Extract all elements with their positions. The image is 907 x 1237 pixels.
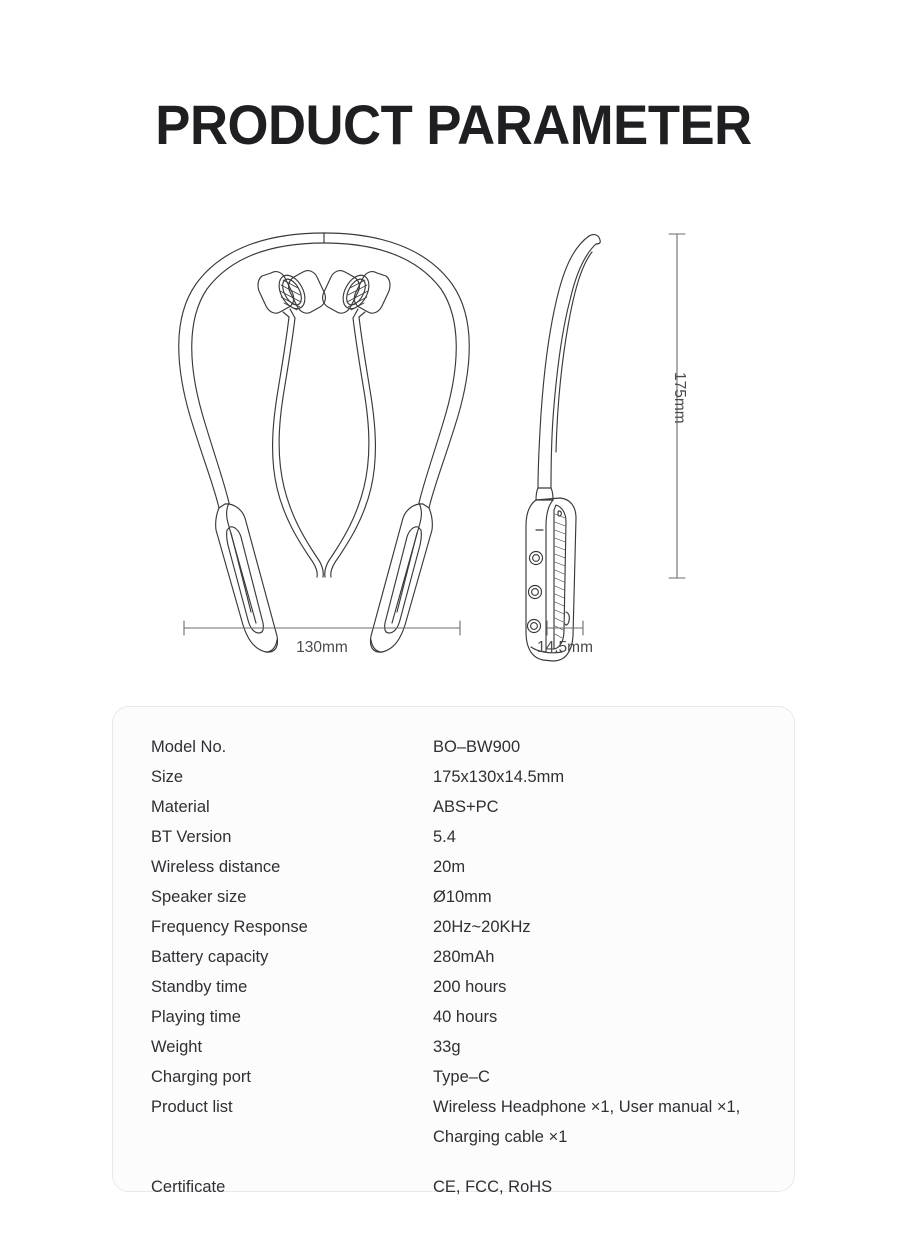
spec-value-line: 20m <box>433 858 466 876</box>
spec-value <box>433 942 494 972</box>
product-illustration <box>0 200 907 680</box>
spec-value <box>433 972 506 1002</box>
spec-row <box>151 732 776 762</box>
spec-row <box>151 762 776 792</box>
specification-table <box>151 732 776 1202</box>
spec-row <box>151 1062 776 1092</box>
spec-row <box>151 972 776 1002</box>
spec-value-line: Type–C <box>433 1068 490 1086</box>
spec-value-line: BO–BW900 <box>433 738 521 756</box>
spec-value <box>433 822 456 852</box>
spec-value <box>433 1002 497 1032</box>
spec-value-line: 20Hz~20KHz <box>433 918 531 936</box>
spec-label: Standby time <box>151 978 248 996</box>
spec-value <box>433 1062 490 1092</box>
spec-row <box>151 852 776 882</box>
earbud-right <box>323 271 390 318</box>
dimension-label-height: 175mm <box>671 372 688 424</box>
earbud-left <box>258 271 325 318</box>
specification-card <box>112 706 795 1196</box>
spec-row <box>151 822 776 852</box>
spec-value <box>433 1172 552 1202</box>
spec-value-line: 175x130x14.5mm <box>433 768 565 786</box>
spec-value <box>433 732 520 762</box>
product-line-art <box>0 200 907 680</box>
spec-label: Wireless distance <box>151 858 281 876</box>
spec-value <box>433 792 499 822</box>
spec-label: Model No. <box>151 738 227 756</box>
spec-value <box>433 882 492 912</box>
dimension-lines <box>184 234 685 635</box>
spec-label: Charging port <box>151 1068 251 1086</box>
spec-value <box>433 762 564 792</box>
spec-label: Speaker size <box>151 888 247 906</box>
neckband-front-view <box>179 233 470 680</box>
spec-value-line: CE, FCC, RoHS <box>433 1178 553 1196</box>
page-title: PRODUCT PARAMETER <box>155 93 752 156</box>
spec-row <box>151 1172 776 1202</box>
spec-value <box>433 1092 740 1152</box>
spec-label: Certificate <box>151 1178 226 1196</box>
spec-value <box>433 852 465 882</box>
spec-row <box>151 942 776 972</box>
dimension-label-width: 130mm <box>296 639 348 656</box>
spec-value-line: 33g <box>433 1038 461 1056</box>
spec-label: Size <box>151 768 184 786</box>
spec-label: Weight <box>151 1038 203 1056</box>
spec-value-line: 40 hours <box>433 1008 498 1026</box>
spec-label: Battery capacity <box>151 948 269 966</box>
spec-label: BT Version <box>151 828 232 846</box>
spec-value-line: Ø10mm <box>433 888 492 906</box>
spec-value <box>433 912 531 942</box>
spec-row <box>151 912 776 942</box>
spec-label: Frequency Response <box>151 918 308 936</box>
spec-label: Product list <box>151 1098 233 1116</box>
spec-value-line: Wireless Headphone ×1, User manual ×1, <box>433 1098 741 1116</box>
spec-value-line: ABS+PC <box>433 798 499 816</box>
spec-value-line: 280mAh <box>433 948 495 966</box>
spec-value-line: 200 hours <box>433 978 507 996</box>
spec-row <box>151 1002 776 1032</box>
spec-row <box>151 1032 776 1062</box>
spec-row <box>151 792 776 822</box>
dimension-label-depth: 14.5mm <box>537 639 593 656</box>
side-view <box>526 235 600 661</box>
spec-row <box>151 882 776 912</box>
spec-value-line: 5.4 <box>433 828 456 846</box>
spec-value-line: Charging cable ×1 <box>433 1128 568 1146</box>
spec-label: Playing time <box>151 1008 241 1026</box>
spec-row <box>151 1092 776 1152</box>
spec-label: Material <box>151 798 210 816</box>
spec-value <box>433 1032 461 1062</box>
